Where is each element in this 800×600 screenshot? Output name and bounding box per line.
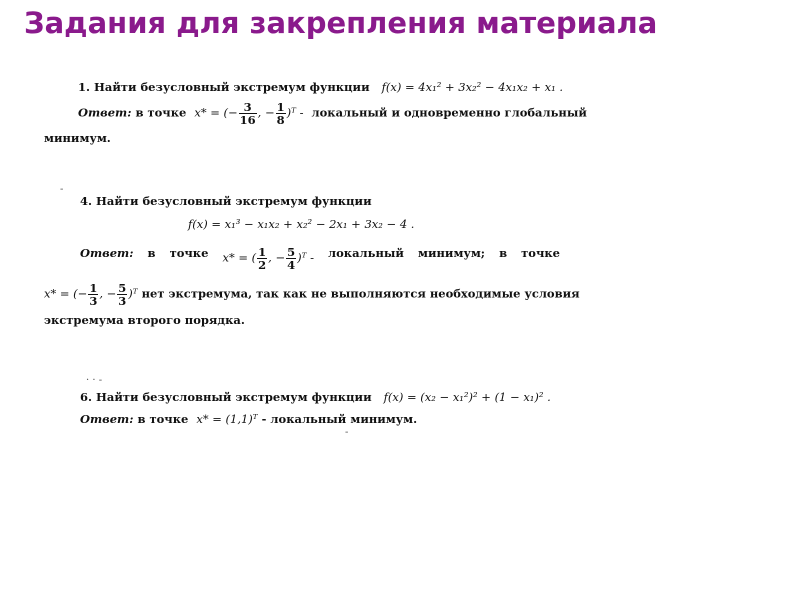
scan-mark: - (345, 427, 349, 438)
task-1-fraction-2 (276, 101, 286, 126)
task-6-heading: 6. Найти безусловный экстремум функции (80, 390, 372, 404)
task-4-line-4: экстремума второго порядка. (44, 313, 245, 327)
scan-mark: - (60, 184, 64, 195)
task-4-word: точке (169, 246, 209, 260)
task-1-point-sep: , − (257, 105, 275, 120)
task-4-point-sep: , − (268, 250, 286, 265)
task-6-answer-tail: - локальный минимум. (261, 412, 418, 426)
task-4-fraction-2 (286, 246, 296, 271)
fraction-denominator: 3 (89, 294, 98, 308)
task-1-heading-line (78, 80, 563, 94)
task-4-word: в (147, 246, 156, 260)
scan-mark: · · - (86, 375, 103, 386)
task-1-point-lhs: x* = (− (194, 105, 238, 120)
task-4-fraction-4 (117, 282, 127, 307)
fraction-numerator: 5 (118, 281, 127, 295)
task-4-word: точке (521, 246, 560, 260)
task-6-answer-label: Ответ: (80, 412, 134, 426)
task-1-answer-prefix: в точке (135, 105, 187, 120)
task-1-point-rhs: )ᵀ - (286, 105, 304, 120)
task-1-answer-text: локальный и одновременно глобальный (311, 105, 587, 120)
task-6-answer-text: в точке (137, 412, 189, 426)
task-4-point2-rhs: )ᵀ (128, 286, 138, 301)
fraction-denominator: 16 (239, 113, 256, 127)
task-1-answer-label: Ответ: (78, 105, 132, 120)
task-4-point2-lhs: x* = (− (44, 286, 88, 301)
task-6-heading-line (80, 390, 551, 404)
fraction-denominator: 2 (258, 258, 267, 272)
task-4-point-rhs: )ᵀ - (297, 250, 314, 265)
task-4-point2-sep: , − (99, 286, 117, 301)
task-4-line-3-text: нет экстремума, так как не выполняются необходимые условия (141, 286, 580, 301)
page-title: Задания для закрепления материала (24, 6, 658, 40)
task-6-formula: f(x) = (x₂ − x₁²)² + (1 − x₁)² . (383, 390, 551, 404)
task-4-line-3 (44, 282, 580, 307)
task-1-fraction-1 (239, 101, 257, 126)
fraction-numerator: 5 (287, 245, 296, 259)
task-4-word: локальный (328, 246, 404, 260)
task-4-heading: 4. Найти безусловный экстремум функции (80, 194, 372, 208)
task-1-answer-cont: минимум. (44, 131, 111, 145)
fraction-numerator: 3 (239, 101, 257, 114)
fraction-numerator: 1 (89, 281, 98, 295)
task-6-answer-line (80, 412, 417, 426)
fraction-denominator: 8 (276, 113, 285, 127)
task-4-formula-text: f(x) = x₁³ − x₁x₂ + x₂² − 2x₁ + 3x₂ − 4 . (188, 217, 415, 231)
task-4-fraction-3 (88, 282, 98, 307)
fraction-denominator: 3 (118, 294, 127, 308)
task-1-answer-line (78, 101, 587, 126)
fraction-numerator: 1 (258, 245, 267, 259)
task-4-point-lhs: x* = ( (222, 250, 257, 265)
task-4-point (222, 246, 314, 271)
task-4-fraction-1 (257, 246, 267, 271)
task-4-word: в (499, 246, 508, 260)
task-4-formula (188, 217, 414, 231)
task-4-answer-line (80, 246, 560, 271)
task-1-heading: 1. Найти безусловный экстремум функции (78, 80, 370, 94)
task-6-point: x* = (1,1)ᵀ (196, 412, 258, 426)
task-4-word: минимум; (418, 246, 486, 260)
fraction-numerator: 1 (276, 100, 285, 114)
fraction-denominator: 4 (287, 258, 296, 272)
task-1-formula: f(x) = 4x₁² + 3x₂² − 4x₁x₂ + x₁ . (381, 80, 564, 94)
task-4-answer-label: Ответ: (80, 246, 134, 260)
